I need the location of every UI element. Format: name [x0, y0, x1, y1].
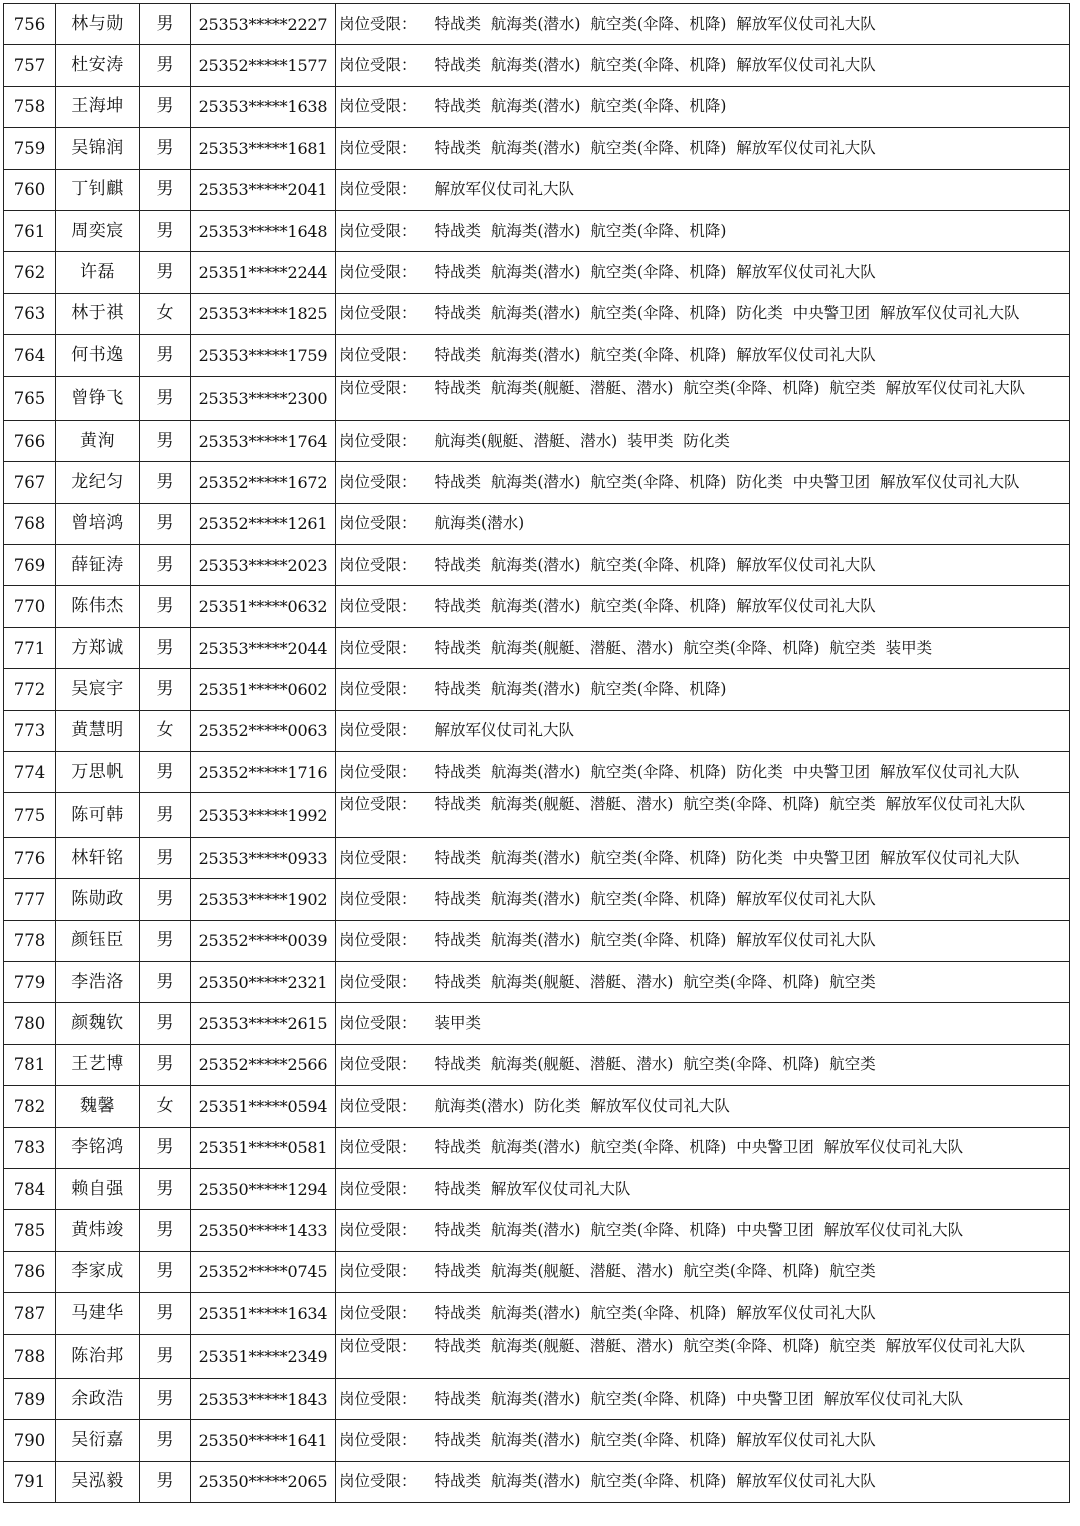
id-number-cell: 25350*****1433 — [191, 1210, 336, 1251]
restriction-categories: 特战类 航海类(舰艇、潜艇、潜水) 航空类(伞降、机降) 航空类 — [434, 972, 876, 991]
restriction-categories: 特战类 航海类(潜水) 航空类(伞降、机降) 解放军仪仗司礼大队 — [434, 345, 876, 364]
restriction-cell — [336, 1378, 1070, 1419]
restriction-cell — [336, 961, 1070, 1002]
restriction-cell — [336, 86, 1070, 127]
table-body — [4, 4, 1070, 1503]
table-row — [4, 169, 1070, 210]
table-row — [4, 503, 1070, 544]
restriction-label: 岗位受限： — [339, 1303, 417, 1322]
id-number-cell: 25353*****0933 — [191, 837, 336, 878]
name-cell: 何书逸 — [56, 335, 140, 376]
restriction-categories: 特战类 航海类(舰艇、潜艇、潜水) 航空类(伞降、机降) 航空类 解放军仪仗司礼大队 — [434, 1336, 1026, 1355]
name-cell: 王艺博 — [56, 1044, 140, 1085]
table-row — [4, 920, 1070, 961]
table-row — [4, 1251, 1070, 1292]
restriction-categories: 解放军仪仗司礼大队 — [434, 180, 575, 199]
name-cell: 林与勋 — [56, 4, 140, 45]
restriction-cell — [336, 1420, 1070, 1461]
name-cell: 黄洵 — [56, 420, 140, 461]
id-number-cell: 25353*****1648 — [191, 210, 336, 251]
table-row — [4, 4, 1070, 45]
id-number-cell: 25353*****1759 — [191, 335, 336, 376]
name-cell: 黄炜竣 — [56, 1210, 140, 1251]
restriction-categories: 特战类 航海类(潜水) 航空类(伞降、机降) 解放军仪仗司礼大队 — [434, 138, 876, 157]
gender-cell: 男 — [140, 920, 191, 961]
table-row — [4, 462, 1070, 503]
restriction-cell — [336, 586, 1070, 627]
row-number-cell: 775 — [4, 793, 56, 837]
restriction-label: 岗位受限： — [339, 972, 417, 991]
gender-cell: 男 — [140, 752, 191, 793]
gender-cell: 男 — [140, 1461, 191, 1502]
row-number-cell: 783 — [4, 1127, 56, 1168]
row-number-cell: 760 — [4, 169, 56, 210]
restriction-cell — [336, 420, 1070, 461]
row-number-cell: 779 — [4, 961, 56, 1002]
row-number-cell: 761 — [4, 210, 56, 251]
restriction-label: 岗位受限： — [339, 848, 417, 867]
restriction-cell — [336, 503, 1070, 544]
table-row — [4, 710, 1070, 751]
restriction-label: 岗位受限： — [339, 1138, 417, 1157]
name-cell: 杜安涛 — [56, 45, 140, 86]
gender-cell: 男 — [140, 1168, 191, 1209]
id-number-cell: 25353*****2023 — [191, 545, 336, 586]
name-cell: 黄慧明 — [56, 710, 140, 751]
gender-cell: 男 — [140, 1334, 191, 1378]
row-number-cell: 780 — [4, 1003, 56, 1044]
id-number-cell: 25352*****1577 — [191, 45, 336, 86]
row-number-cell: 788 — [4, 1334, 56, 1378]
id-number-cell: 25353*****2227 — [191, 4, 336, 45]
restriction-categories: 航海类(潜水) 防化类 解放军仪仗司礼大队 — [434, 1096, 730, 1115]
restriction-categories: 特战类 航海类(潜水) 航空类(伞降、机降) 防化类 中央警卫团 解放军仪仗司礼大队 — [434, 762, 1020, 781]
row-number-cell: 768 — [4, 503, 56, 544]
restriction-label: 岗位受限： — [339, 889, 417, 908]
restriction-label: 岗位受限： — [339, 431, 417, 450]
restriction-cell — [336, 710, 1070, 751]
name-cell: 陈勋政 — [56, 879, 140, 920]
restriction-cell — [336, 1461, 1070, 1502]
restriction-cell — [336, 376, 1070, 420]
id-number-cell: 25351*****0581 — [191, 1127, 336, 1168]
name-cell: 吴宸宇 — [56, 669, 140, 710]
row-number-cell: 757 — [4, 45, 56, 86]
restriction-label: 岗位受限： — [339, 1179, 417, 1198]
name-cell: 吴锦润 — [56, 128, 140, 169]
restriction-categories: 特战类 航海类(潜水) 航空类(伞降、机降) 中央警卫团 解放军仪仗司礼大队 — [434, 1389, 964, 1408]
name-cell: 李家成 — [56, 1251, 140, 1292]
restriction-cell — [336, 293, 1070, 334]
restriction-label: 岗位受限： — [339, 56, 417, 75]
table-row — [4, 335, 1070, 376]
table-row — [4, 793, 1070, 837]
row-number-cell: 785 — [4, 1210, 56, 1251]
restriction-cell — [336, 45, 1070, 86]
row-number-cell: 787 — [4, 1293, 56, 1334]
row-number-cell: 778 — [4, 920, 56, 961]
restriction-cell — [336, 1168, 1070, 1209]
gender-cell: 男 — [140, 545, 191, 586]
row-number-cell: 770 — [4, 586, 56, 627]
row-number-cell: 756 — [4, 4, 56, 45]
row-number-cell: 762 — [4, 252, 56, 293]
restriction-cell — [336, 669, 1070, 710]
gender-cell: 男 — [140, 1127, 191, 1168]
row-number-cell: 773 — [4, 710, 56, 751]
name-cell: 李铭鸿 — [56, 1127, 140, 1168]
gender-cell: 男 — [140, 586, 191, 627]
gender-cell: 男 — [140, 1044, 191, 1085]
name-cell: 林轩铭 — [56, 837, 140, 878]
restriction-categories: 特战类 航海类(潜水) 航空类(伞降、机降) 解放军仪仗司礼大队 — [434, 889, 876, 908]
restriction-cell — [336, 4, 1070, 45]
restriction-categories: 特战类 航海类(潜水) 航空类(伞降、机降) 解放军仪仗司礼大队 — [434, 56, 876, 75]
table-row — [4, 1461, 1070, 1502]
row-number-cell: 791 — [4, 1461, 56, 1502]
restriction-categories: 特战类 航海类(潜水) 航空类(伞降、机降) 防化类 中央警卫团 解放军仪仗司礼大队 — [434, 304, 1020, 323]
gender-cell: 男 — [140, 1210, 191, 1251]
table-row — [4, 1210, 1070, 1251]
restriction-categories: 特战类 航海类(舰艇、潜艇、潜水) 航空类(伞降、机降) 航空类 装甲类 — [434, 638, 933, 657]
restriction-categories: 特战类 航海类(舰艇、潜艇、潜水) 航空类(伞降、机降) 航空类 解放军仪仗司礼大队 — [434, 378, 1026, 397]
restriction-label: 岗位受限： — [339, 345, 417, 364]
restriction-categories: 航海类(潜水) — [434, 514, 525, 533]
id-number-cell: 25353*****1992 — [191, 793, 336, 837]
table-row — [4, 1420, 1070, 1461]
id-number-cell: 25351*****0632 — [191, 586, 336, 627]
table-row — [4, 879, 1070, 920]
row-number-cell: 769 — [4, 545, 56, 586]
row-number-cell: 763 — [4, 293, 56, 334]
gender-cell: 男 — [140, 1003, 191, 1044]
name-cell: 吴泓毅 — [56, 1461, 140, 1502]
id-number-cell: 25351*****2349 — [191, 1334, 336, 1378]
gender-cell: 男 — [140, 335, 191, 376]
id-number-cell: 25352*****1672 — [191, 462, 336, 503]
restriction-categories: 航海类(舰艇、潜艇、潜水) 装甲类 防化类 — [434, 431, 730, 450]
row-number-cell: 759 — [4, 128, 56, 169]
name-cell: 李浩洛 — [56, 961, 140, 1002]
gender-cell: 男 — [140, 1293, 191, 1334]
gender-cell: 女 — [140, 710, 191, 751]
restriction-label: 岗位受限： — [339, 1014, 417, 1033]
table-row — [4, 669, 1070, 710]
row-number-cell: 765 — [4, 376, 56, 420]
name-cell: 许磊 — [56, 252, 140, 293]
table-row — [4, 45, 1070, 86]
table-row — [4, 1334, 1070, 1378]
name-cell: 颜魏钦 — [56, 1003, 140, 1044]
restriction-label: 岗位受限： — [339, 1389, 417, 1408]
gender-cell: 男 — [140, 169, 191, 210]
restriction-label: 岗位受限： — [339, 762, 417, 781]
table-row — [4, 1168, 1070, 1209]
name-cell: 吴衍嘉 — [56, 1420, 140, 1461]
id-number-cell: 25353*****2044 — [191, 627, 336, 668]
gender-cell: 男 — [140, 4, 191, 45]
gender-cell: 男 — [140, 669, 191, 710]
id-number-cell: 25350*****1641 — [191, 1420, 336, 1461]
id-number-cell: 25352*****0039 — [191, 920, 336, 961]
id-number-cell: 25350*****2321 — [191, 961, 336, 1002]
table-row — [4, 210, 1070, 251]
row-number-cell: 772 — [4, 669, 56, 710]
restriction-label: 岗位受限： — [339, 1336, 417, 1355]
gender-cell: 男 — [140, 627, 191, 668]
restriction-label: 岗位受限： — [339, 514, 417, 533]
restriction-table — [3, 3, 1070, 1503]
table-row — [4, 586, 1070, 627]
restriction-categories: 特战类 航海类(潜水) 航空类(伞降、机降) 解放军仪仗司礼大队 — [434, 263, 876, 282]
restriction-cell — [336, 1293, 1070, 1334]
restriction-cell — [336, 462, 1070, 503]
restriction-label: 岗位受限： — [339, 1221, 417, 1240]
name-cell: 陈治邦 — [56, 1334, 140, 1378]
id-number-cell: 25353*****1638 — [191, 86, 336, 127]
table-row — [4, 1086, 1070, 1127]
row-number-cell: 758 — [4, 86, 56, 127]
id-number-cell: 25351*****0602 — [191, 669, 336, 710]
gender-cell: 男 — [140, 376, 191, 420]
name-cell: 陈伟杰 — [56, 586, 140, 627]
row-number-cell: 766 — [4, 420, 56, 461]
name-cell: 赖自强 — [56, 1168, 140, 1209]
gender-cell: 女 — [140, 1086, 191, 1127]
restriction-label: 岗位受限： — [339, 679, 417, 698]
gender-cell: 男 — [140, 503, 191, 544]
table-row — [4, 752, 1070, 793]
id-number-cell: 25353*****1681 — [191, 128, 336, 169]
restriction-cell — [336, 627, 1070, 668]
restriction-cell — [336, 752, 1070, 793]
gender-cell: 男 — [140, 961, 191, 1002]
row-number-cell: 784 — [4, 1168, 56, 1209]
gender-cell: 男 — [140, 45, 191, 86]
row-number-cell: 786 — [4, 1251, 56, 1292]
id-number-cell: 25352*****1261 — [191, 503, 336, 544]
restriction-categories: 特战类 航海类(潜水) 航空类(伞降、机降) 解放军仪仗司礼大队 — [434, 555, 876, 574]
restriction-categories: 特战类 航海类(潜水) 航空类(伞降、机降) 解放军仪仗司礼大队 — [434, 14, 876, 33]
name-cell: 王海坤 — [56, 86, 140, 127]
gender-cell: 男 — [140, 420, 191, 461]
gender-cell: 男 — [140, 879, 191, 920]
table-row — [4, 376, 1070, 420]
restriction-label: 岗位受限： — [339, 555, 417, 574]
table-row — [4, 1044, 1070, 1085]
row-number-cell: 767 — [4, 462, 56, 503]
restriction-categories: 特战类 航海类(潜水) 航空类(伞降、机降) 解放军仪仗司礼大队 — [434, 1472, 876, 1491]
restriction-cell — [336, 335, 1070, 376]
restriction-cell — [336, 1003, 1070, 1044]
id-number-cell: 25351*****0594 — [191, 1086, 336, 1127]
restriction-categories: 特战类 航海类(潜水) 航空类(伞降、机降) 解放军仪仗司礼大队 — [434, 1303, 876, 1322]
restriction-cell — [336, 545, 1070, 586]
restriction-label: 岗位受限： — [339, 931, 417, 950]
row-number-cell: 774 — [4, 752, 56, 793]
name-cell: 林于祺 — [56, 293, 140, 334]
table-row — [4, 545, 1070, 586]
row-number-cell: 782 — [4, 1086, 56, 1127]
restriction-cell — [336, 169, 1070, 210]
row-number-cell: 790 — [4, 1420, 56, 1461]
restriction-categories: 特战类 航海类(潜水) 航空类(伞降、机降) 中央警卫团 解放军仪仗司礼大队 — [434, 1221, 964, 1240]
gender-cell: 男 — [140, 1378, 191, 1419]
restriction-cell — [336, 128, 1070, 169]
name-cell: 魏馨 — [56, 1086, 140, 1127]
restriction-cell — [336, 879, 1070, 920]
id-number-cell: 25352*****1716 — [191, 752, 336, 793]
name-cell: 颜钰臣 — [56, 920, 140, 961]
restriction-categories: 特战类 航海类(潜水) 航空类(伞降、机降) 解放军仪仗司礼大队 — [434, 597, 876, 616]
id-number-cell: 25353*****1902 — [191, 879, 336, 920]
restriction-categories: 特战类 航海类(舰艇、潜艇、潜水) 航空类(伞降、机降) 航空类 解放军仪仗司礼大队 — [434, 795, 1026, 814]
restriction-categories: 特战类 航海类(潜水) 航空类(伞降、机降) 防化类 中央警卫团 解放军仪仗司礼大队 — [434, 848, 1020, 867]
restriction-label: 岗位受限： — [339, 597, 417, 616]
restriction-cell — [336, 1334, 1070, 1378]
restriction-label: 岗位受限： — [339, 97, 417, 116]
restriction-label: 岗位受限： — [339, 1430, 417, 1449]
table-row — [4, 420, 1070, 461]
restriction-label: 岗位受限： — [339, 1096, 417, 1115]
gender-cell: 男 — [140, 210, 191, 251]
gender-cell: 男 — [140, 252, 191, 293]
row-number-cell: 777 — [4, 879, 56, 920]
restriction-categories: 特战类 航海类(舰艇、潜艇、潜水) 航空类(伞降、机降) 航空类 — [434, 1262, 876, 1281]
name-cell: 曾铮飞 — [56, 376, 140, 420]
restriction-categories: 特战类 航海类(潜水) 航空类(伞降、机降) 解放军仪仗司礼大队 — [434, 1430, 876, 1449]
restriction-label: 岗位受限： — [339, 14, 417, 33]
restriction-categories: 特战类 航海类(潜水) 航空类(伞降、机降) 中央警卫团 解放军仪仗司礼大队 — [434, 1138, 964, 1157]
restriction-label: 岗位受限： — [339, 221, 417, 240]
id-number-cell: 25350*****1294 — [191, 1168, 336, 1209]
id-number-cell: 25351*****1634 — [191, 1293, 336, 1334]
restriction-label: 岗位受限： — [339, 138, 417, 157]
restriction-cell — [336, 920, 1070, 961]
id-number-cell: 25352*****0745 — [191, 1251, 336, 1292]
restriction-cell — [336, 1086, 1070, 1127]
restriction-categories: 特战类 航海类(潜水) 航空类(伞降、机降) 解放军仪仗司礼大队 — [434, 931, 876, 950]
restriction-categories: 特战类 航海类(潜水) 航空类(伞降、机降) 防化类 中央警卫团 解放军仪仗司礼大队 — [434, 472, 1020, 491]
table-row — [4, 128, 1070, 169]
id-number-cell: 25353*****1843 — [191, 1378, 336, 1419]
gender-cell: 男 — [140, 1251, 191, 1292]
id-number-cell: 25353*****1825 — [191, 293, 336, 334]
restriction-label: 岗位受限： — [339, 638, 417, 657]
row-number-cell: 776 — [4, 837, 56, 878]
restriction-cell — [336, 1251, 1070, 1292]
row-number-cell: 764 — [4, 335, 56, 376]
restriction-cell — [336, 1210, 1070, 1251]
restriction-label: 岗位受限： — [339, 304, 417, 323]
name-cell: 余政浩 — [56, 1378, 140, 1419]
id-number-cell: 25353*****2615 — [191, 1003, 336, 1044]
restriction-label: 岗位受限： — [339, 721, 417, 740]
restriction-label: 岗位受限： — [339, 263, 417, 282]
restriction-categories: 特战类 航海类(潜水) 航空类(伞降、机降) — [434, 221, 727, 240]
restriction-label: 岗位受限： — [339, 472, 417, 491]
restriction-cell — [336, 210, 1070, 251]
gender-cell: 男 — [140, 86, 191, 127]
id-number-cell: 25350*****2065 — [191, 1461, 336, 1502]
restriction-categories: 解放军仪仗司礼大队 — [434, 721, 575, 740]
table-row — [4, 837, 1070, 878]
name-cell: 丁钊麒 — [56, 169, 140, 210]
restriction-categories: 特战类 航海类(潜水) 航空类(伞降、机降) — [434, 97, 727, 116]
table-row — [4, 1293, 1070, 1334]
gender-cell: 男 — [140, 793, 191, 837]
name-cell: 龙纪匀 — [56, 462, 140, 503]
id-number-cell: 25353*****2041 — [191, 169, 336, 210]
id-number-cell: 25351*****2244 — [191, 252, 336, 293]
table-row — [4, 252, 1070, 293]
table-row — [4, 293, 1070, 334]
restriction-categories: 特战类 航海类(潜水) 航空类(伞降、机降) — [434, 679, 727, 698]
gender-cell: 女 — [140, 293, 191, 334]
restriction-categories: 特战类 解放军仪仗司礼大队 — [434, 1179, 631, 1198]
name-cell: 万思帆 — [56, 752, 140, 793]
restriction-cell — [336, 252, 1070, 293]
id-number-cell: 25353*****2300 — [191, 376, 336, 420]
gender-cell: 男 — [140, 1420, 191, 1461]
name-cell: 周奕宸 — [56, 210, 140, 251]
restriction-categories: 特战类 航海类(舰艇、潜艇、潜水) 航空类(伞降、机降) 航空类 — [434, 1055, 876, 1074]
table-row — [4, 86, 1070, 127]
table-row — [4, 1127, 1070, 1168]
restriction-label: 岗位受限： — [339, 795, 417, 814]
row-number-cell: 789 — [4, 1378, 56, 1419]
name-cell: 陈可韩 — [56, 793, 140, 837]
restriction-categories: 装甲类 — [434, 1014, 482, 1033]
name-cell: 薛钲涛 — [56, 545, 140, 586]
table-row — [4, 627, 1070, 668]
gender-cell: 男 — [140, 837, 191, 878]
restriction-label: 岗位受限： — [339, 180, 417, 199]
table-row — [4, 1378, 1070, 1419]
restriction-cell — [336, 1127, 1070, 1168]
name-cell: 方郑诚 — [56, 627, 140, 668]
restriction-cell — [336, 1044, 1070, 1085]
id-number-cell: 25352*****0063 — [191, 710, 336, 751]
table-row — [4, 961, 1070, 1002]
id-number-cell: 25352*****2566 — [191, 1044, 336, 1085]
gender-cell: 男 — [140, 128, 191, 169]
row-number-cell: 771 — [4, 627, 56, 668]
restriction-cell — [336, 837, 1070, 878]
gender-cell: 男 — [140, 462, 191, 503]
name-cell: 曾培鸿 — [56, 503, 140, 544]
restriction-label: 岗位受限： — [339, 378, 417, 397]
restriction-label: 岗位受限： — [339, 1472, 417, 1491]
id-number-cell: 25353*****1764 — [191, 420, 336, 461]
row-number-cell: 781 — [4, 1044, 56, 1085]
restriction-cell — [336, 793, 1070, 837]
name-cell: 马建华 — [56, 1293, 140, 1334]
restriction-label: 岗位受限： — [339, 1262, 417, 1281]
restriction-label: 岗位受限： — [339, 1055, 417, 1074]
table-row — [4, 1003, 1070, 1044]
